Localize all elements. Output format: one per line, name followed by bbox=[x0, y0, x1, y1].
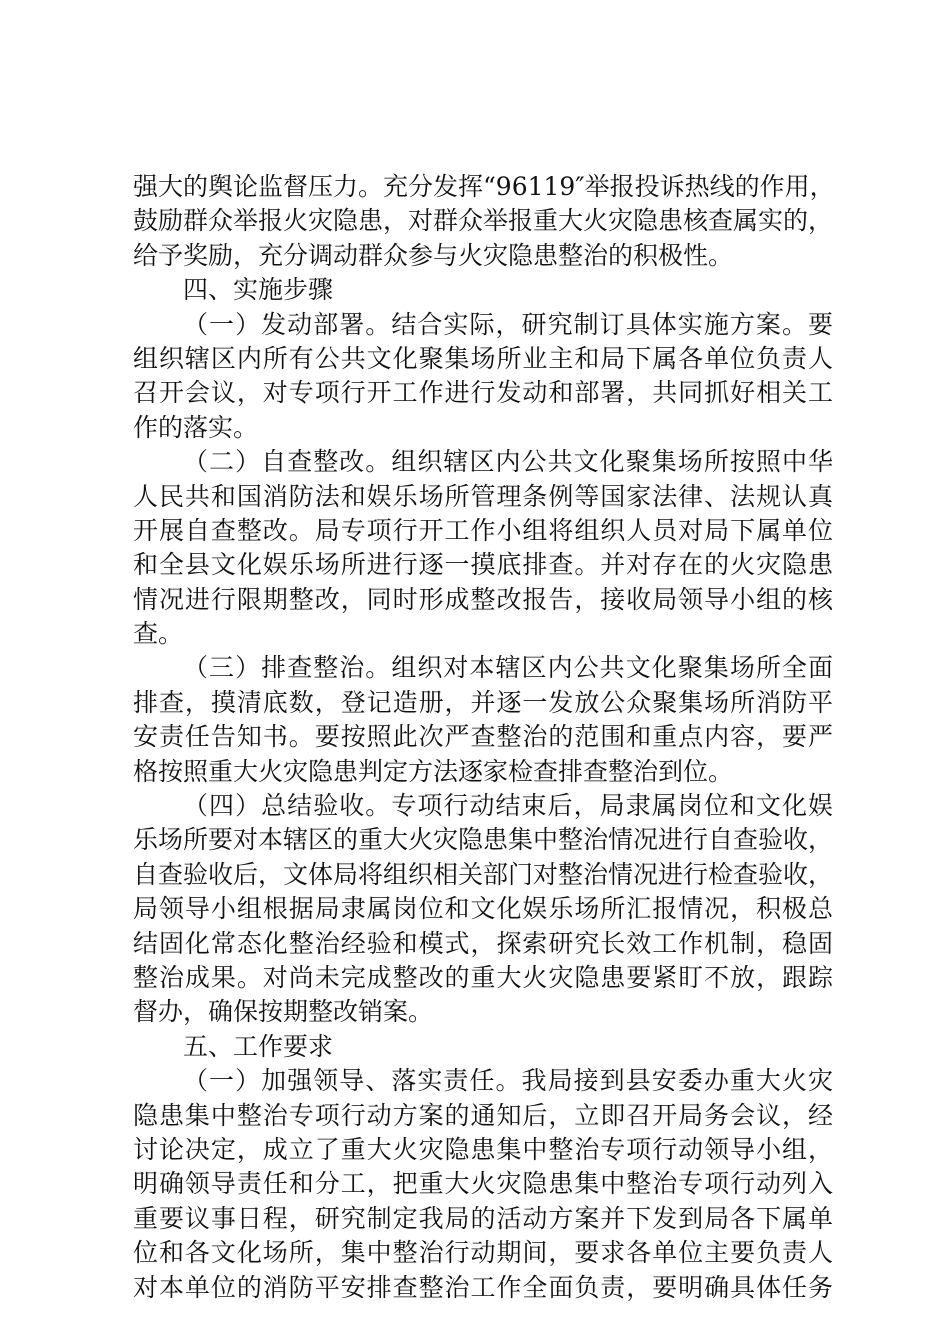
paragraph-line: 格按照重大火灾隐患判定方法逐家检查排查整治到位。 bbox=[133, 756, 734, 786]
paragraph-line: 局领导小组根据局隶属岗位和文化娱乐场所汇报情况，积极总 bbox=[133, 894, 833, 924]
section-heading: 四、实施步骤 bbox=[183, 275, 334, 305]
paragraph-line: 整治成果。对尚未完成整改的重大火灾隐患要紧盯不放，跟踪 bbox=[133, 962, 833, 992]
paragraph-line: 重要议事日程，研究制定我局的活动方案并下发到局各下属单 bbox=[133, 1203, 833, 1233]
paragraph-line: 明确领导责任和分工，把重大火灾隐患集中整治专项行动列入 bbox=[133, 1169, 833, 1199]
paragraph-line: 召开会议，对专项行开工作进行发动和部署，共同抓好相关工 bbox=[133, 378, 833, 408]
paragraph-line: 强大的舆论监督压力。充分发挥“96119″举报投诉热线的作用， bbox=[133, 172, 835, 201]
paragraph-line: 结固化常态化整治经验和模式，探索研究长效工作机制，稳固 bbox=[133, 928, 833, 958]
paragraph-line: （三）排查整治。组织对本辖区内公共文化聚集场所全面 bbox=[183, 653, 833, 683]
section-heading: 五、工作要求 bbox=[183, 1031, 334, 1061]
paragraph-line: 乐场所要对本辖区的重大火灾隐患集中整治情况进行自查验收， bbox=[133, 825, 834, 855]
paragraph-line: （一）加强领导、落实责任。我局接到县安委办重大火灾 bbox=[183, 1066, 833, 1096]
paragraph-line: 对本单位的消防平安排查整治工作全面负责，要明确具体任务 bbox=[133, 1272, 833, 1302]
paragraph-line: 查。 bbox=[133, 619, 184, 649]
paragraph-line: （一）发动部署。结合实际，研究制订具体实施方案。要 bbox=[183, 309, 833, 339]
paragraph-line: 情况进行限期整改，同时形成整改报告，接收局领导小组的核 bbox=[133, 584, 833, 614]
paragraph-line: 隐患集中整治专项行动方案的通知后，立即召开局务会议，经 bbox=[133, 1100, 833, 1130]
paragraph-line: （四）总结验收。专项行动结束后，局隶属岗位和文化娱 bbox=[183, 791, 833, 821]
paragraph-line: 开展自查整改。局专项行开工作小组将组织人员对局下属单位 bbox=[133, 515, 833, 545]
paragraph-line: 给予奖励，充分调动群众参与火灾隐患整治的积极性。 bbox=[133, 240, 734, 270]
paragraph-line: 安责任告知书。要按照此次严查整治的范围和重点内容，要严 bbox=[133, 722, 833, 752]
paragraph-line: 排查，摸清底数，登记造册，并逐一发放公众聚集场所消防平 bbox=[133, 687, 833, 717]
document-body bbox=[133, 170, 833, 1305]
paragraph-line: 鼓励群众举报火灾隐患，对群众举报重大火灾隐患核查属实的， bbox=[133, 206, 834, 236]
paragraph-line: （二）自查整改。组织辖区内公共文化聚集场所按照中华 bbox=[183, 447, 833, 477]
paragraph-line: 和全县文化娱乐场所进行逐一摸底排查。并对存在的火灾隐患 bbox=[133, 550, 833, 580]
paragraph-line: 督办，确保按期整改销案。 bbox=[133, 997, 434, 1027]
paragraph-line: 自查验收后，文体局将组织相关部门对整治情况进行检查验收， bbox=[133, 859, 834, 889]
paragraph-line: 讨论决定，成立了重大火灾隐患集中整治专项行动领导小组， bbox=[133, 1134, 833, 1164]
paragraph-line: 位和各文化场所，集中整治行动期间，要求各单位主要负责人 bbox=[133, 1238, 833, 1268]
paragraph-line: 作的落实。 bbox=[133, 412, 259, 442]
paragraph-line: 组织辖区内所有公共文化聚集场所业主和局下属各单位负责人 bbox=[133, 343, 833, 373]
paragraph-line: 人民共和国消防法和娱乐场所管理条例等国家法律、法规认真 bbox=[133, 481, 833, 511]
